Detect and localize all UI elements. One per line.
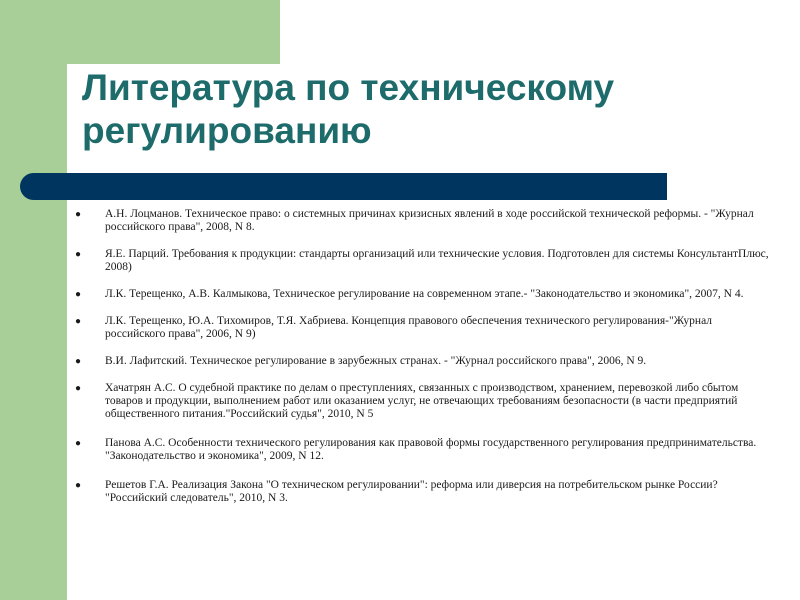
green-side-stripe [0, 0, 67, 600]
reference-text: Панова А.С. Особенности технического регулирования как правовой формы государственного регулирования предпринимательства. "Законодательство и экономика", 2009, N 12. [105, 437, 757, 462]
reference-text: Решетов Г.А. Реализация Закона "О техническом регулировании": реформа или диверсия на потребительском рынке России? "Российский следователь", 2010, N 3. [105, 479, 718, 504]
reference-text: Я.Е. Парций. Требования к продукции: стандарты организаций или технические условия. Подготовлен для системы КонсультантПлюс, 2008) [105, 248, 769, 273]
list-item [75, 437, 775, 463]
list-item [75, 288, 775, 301]
bullet-icon: ● [75, 480, 82, 491]
reference-text: Хачатрян А.С. О судебной практике по делам о преступлениях, связанных с производством, хранением, перевозкой либо сбытом товаров и продукции, выполнением работ или оказанием услуг, не отвечающих требованиям безопасности (в части предприятий общественного питания."Российский судья", 2010, N 5 [105, 382, 739, 420]
list-item [75, 355, 775, 368]
list-item [75, 248, 775, 274]
list-item [75, 382, 775, 421]
reference-text: В.И. Лафитский. Техническое регулирование в зарубежных странах. - "Журнал российского права", 2006, N 9. [105, 355, 647, 367]
title-underline-bar [20, 173, 667, 200]
bullet-icon: ● [75, 249, 82, 260]
list-item [75, 479, 775, 505]
bullet-icon: ● [75, 356, 82, 367]
bullet-icon: ● [75, 383, 82, 394]
reference-text: Л.К. Терещенко, А.В. Калмыкова, Техническое регулирование на современном этапе.- "Законодательство и экономика", 2007, N 4. [105, 288, 744, 300]
reference-list [75, 208, 775, 505]
reference-text: Л.К. Терещенко, Ю.А. Тихомиров, Т.Я. Хабриева. Концепция правового обеспечения технического регулирования-"Журнал российского права", 2006, N 9) [105, 315, 713, 340]
list-item [75, 315, 775, 341]
reference-text: А.Н. Лоцманов. Техническое право: о системных причинах кризисных явлений в ходе российской технической реформы. - "Журнал российского права", 2008, N 8. [105, 208, 754, 233]
bullet-icon: ● [75, 316, 82, 327]
list-item [75, 208, 775, 234]
bullet-icon: ● [75, 289, 82, 300]
bullet-icon: ● [75, 438, 82, 449]
bullet-icon: ● [75, 209, 82, 220]
slide-title: Литература по техническому регулированию [82, 67, 615, 151]
